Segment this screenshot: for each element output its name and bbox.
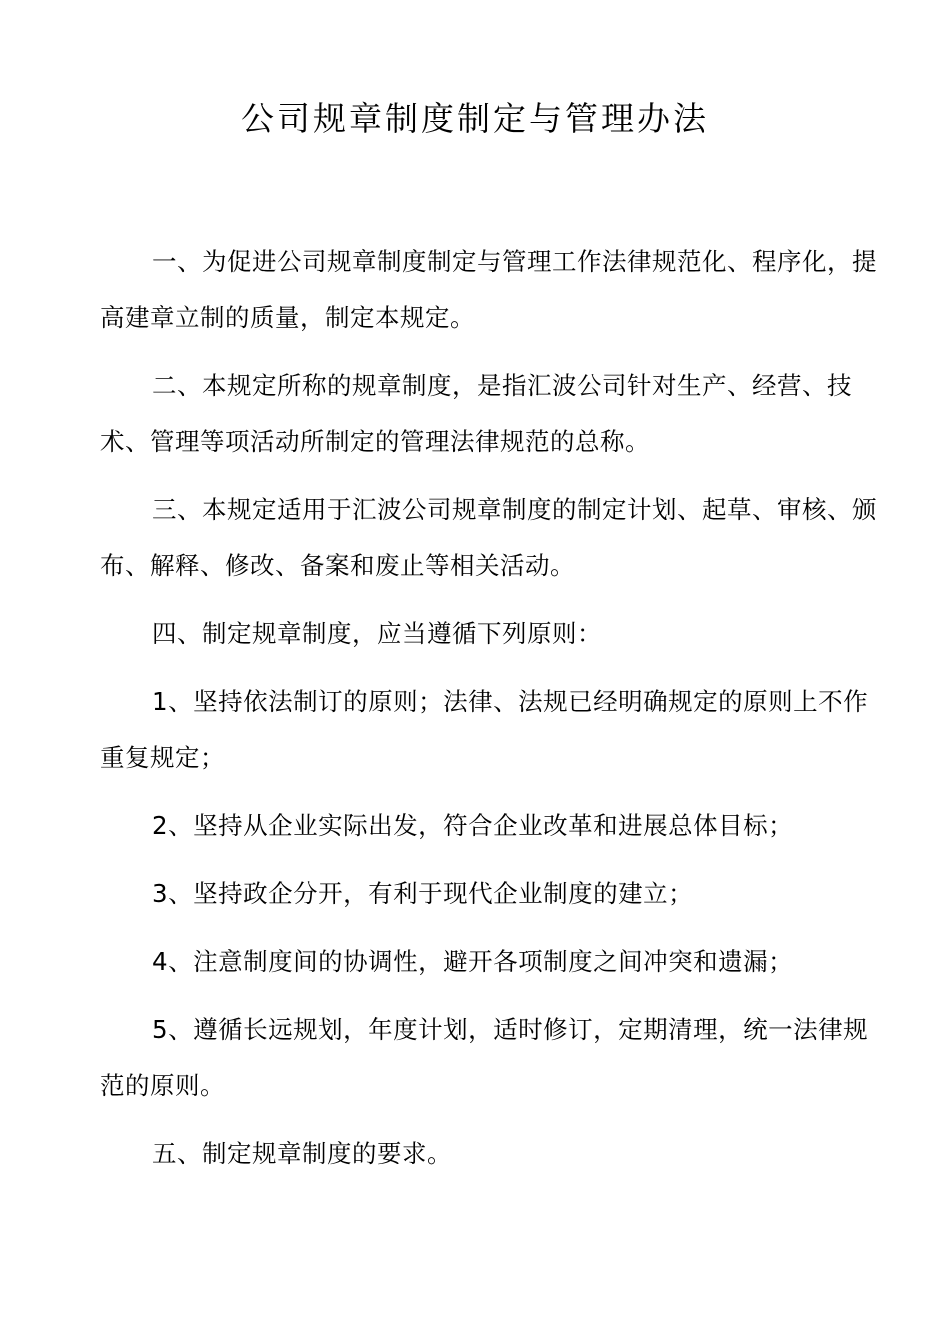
document-title: 公司规章制度制定与管理办法 bbox=[241, 99, 709, 138]
paragraph-7: 3、坚持政企分开，有利于现代企业制度的建立； bbox=[152, 879, 694, 908]
document-body bbox=[100, 234, 880, 1194]
paragraph-4: 四、制定规章制度，应当遵循下列原则： bbox=[152, 619, 602, 648]
paragraph-9: 5、遵循长远规划，年度计划，适时修订，定期清理，统一法律规范的原则。 bbox=[100, 1015, 869, 1100]
paragraph-1: 一、为促进公司规章制度制定与管理工作法律规范化、程序化，提高建章立制的质量，制定本规定。 bbox=[100, 247, 877, 332]
paragraph-6: 2、坚持从企业实际出发，符合企业改革和进展总体目标； bbox=[152, 811, 794, 840]
paragraph-3: 三、本规定适用于汇波公司规章制度的制定计划、起草、审核、颁布、解释、修改、备案和废止等相关活动。 bbox=[100, 495, 877, 580]
paragraph-10: 五、制定规章制度的要求。 bbox=[152, 1139, 452, 1168]
paragraph-5: 1、坚持依法制订的原则；法律、法规已经明确规定的原则上不作重复规定； bbox=[100, 687, 869, 772]
paragraph-8: 4、注意制度间的协调性，避开各项制度之间冲突和遗漏； bbox=[152, 947, 794, 976]
paragraph-2: 二、本规定所称的规章制度，是指汇波公司针对生产、经营、技术、管理等项活动所制定的管理法律规范的总称。 bbox=[100, 371, 852, 456]
